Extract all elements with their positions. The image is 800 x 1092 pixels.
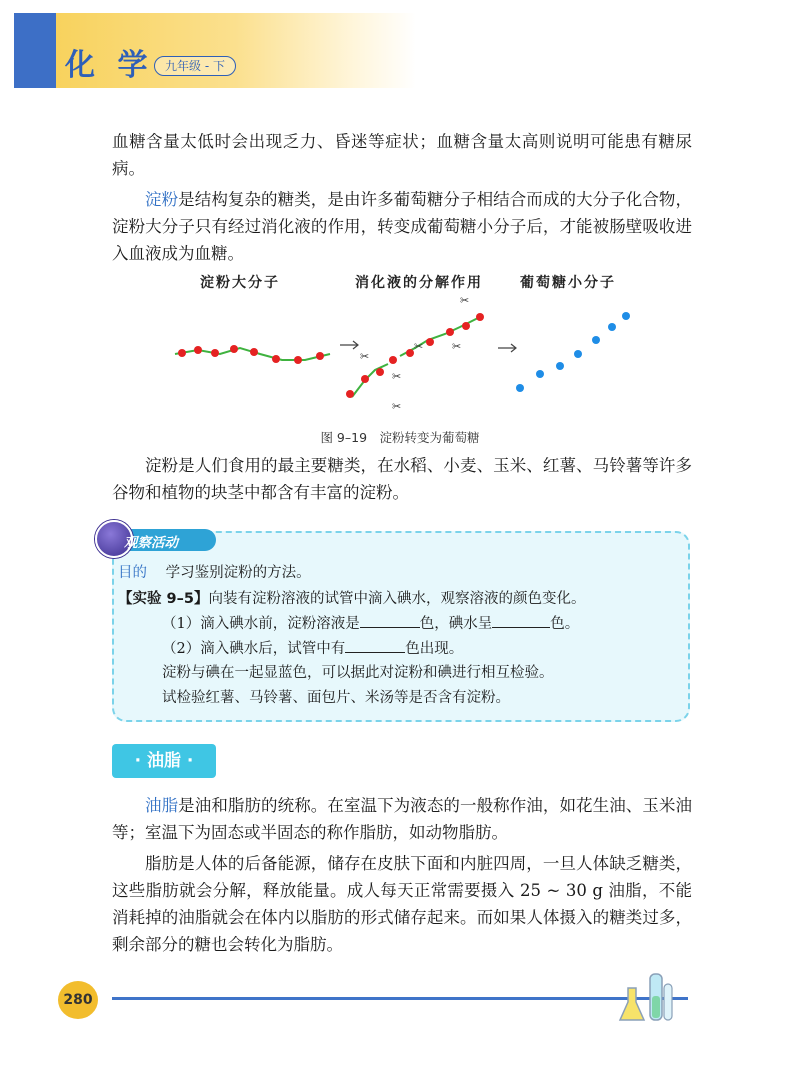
- paragraph-starch: [112, 186, 692, 267]
- page-number: 280: [58, 981, 98, 1019]
- question-1-text-c: 色。: [550, 616, 580, 632]
- svg-text:✂: ✂: [392, 400, 402, 413]
- book-title: 化 学: [65, 48, 154, 83]
- question-1: [162, 613, 579, 634]
- section-title: · 油脂 ·: [134, 751, 194, 771]
- term-starch: 淀粉: [145, 190, 179, 209]
- purpose-text: 学习鉴别淀粉的方法。: [165, 565, 311, 581]
- digestion-chain: [352, 364, 388, 397]
- svg-text:✂: ✂: [460, 294, 470, 307]
- paragraph-fat-energy: 脂肪是人体的后备能源，储存在皮肤下面和内脏四周，一旦人体缺乏糖类，这些脂肪就会分解，释放能量。成人每天正常需要摄入 25 ~ 30 g 油脂，不能消耗掉的油脂就会在体内以脂肪的形式储存起来。而如果人体摄入的糖类过多，剩余部分的糖也会转化为脂肪。: [112, 854, 692, 954]
- figure-label-glucose: 葡萄糖小分子: [520, 275, 616, 291]
- svg-text:✂: ✂: [414, 340, 424, 353]
- activity-note-2: 试检验红薯、马铃薯、面包片、米汤等是否含有淀粉。: [162, 690, 510, 706]
- question-2: [162, 638, 463, 659]
- header-accent-tab: [14, 13, 56, 88]
- question-2-text-b: 色出现。: [405, 641, 464, 657]
- paragraph-starch-text: 是结构复杂的糖类，是由许多葡萄糖分子相结合而成的大分子化合物，淀粉大分子只有经过消化液的作用，转变成葡萄糖小分子后，才能被肠壁吸收进入血液成为血糖。: [112, 190, 692, 263]
- answer-blank[interactable]: [492, 613, 550, 628]
- activity-note-1: 淀粉与碘在一起显蓝色，可以据此对淀粉和碘进行相互检验。: [162, 665, 554, 681]
- glucose-molecules: [516, 312, 630, 392]
- question-2-text: （2）滴入碘水后，试管中有: [162, 641, 346, 657]
- activity-purpose: [118, 563, 311, 583]
- starch-molecules: [178, 345, 324, 364]
- term-oil: 油脂: [145, 796, 179, 815]
- svg-text:✂: ✂: [452, 340, 462, 353]
- footer-rule: [112, 997, 688, 1000]
- flask-icon: [618, 968, 678, 1026]
- experiment-line: [118, 589, 585, 609]
- paragraph-starch-sources: 淀粉是人们食用的最主要糖类，在水稻、小麦、玉米、红薯、马铃薯等许多谷物和植物的块茎中都含有丰富的淀粉。: [112, 456, 692, 502]
- question-1-text: （1）滴入碘水前，淀粉溶液是: [162, 616, 360, 632]
- figure-label-starch: 淀粉大分子: [200, 275, 280, 291]
- figure-caption: 图 9–19 淀粉转变为葡萄糖: [320, 430, 480, 445]
- arrow-icon: [498, 344, 516, 352]
- svg-text:✂: ✂: [360, 350, 370, 363]
- answer-blank[interactable]: [360, 613, 420, 628]
- experiment-text: 向装有淀粉溶液的试管中滴入碘水，观察溶液的颜色变化。: [208, 591, 586, 607]
- paragraph-oil-definition: [112, 792, 692, 846]
- paragraph-oil-text: 是油和脂肪的统称。在室温下为液态的一般称作油，如花生油、玉米油等；室温下为固态或半固态的称作脂肪，如动物脂肪。: [112, 796, 692, 842]
- question-1-text-b: 色，碘水呈: [419, 616, 493, 632]
- scissors-icon: [360, 294, 469, 413]
- activity-title: 观察活动: [124, 535, 178, 551]
- paragraph-blood-sugar: 血糖含量太低时会出现乏力、昏迷等症状；血糖含量太高则说明可能患有糖尿病。: [112, 132, 692, 178]
- svg-text:✂: ✂: [392, 370, 402, 383]
- purpose-label: 目的: [118, 565, 147, 581]
- grade-badge: 九年级 - 下: [154, 56, 236, 76]
- answer-blank[interactable]: [345, 638, 405, 653]
- figure-label-digestion: 消化液的分解作用: [355, 275, 483, 291]
- starch-conversion-figure: [160, 292, 640, 417]
- arrow-icon: [340, 341, 358, 349]
- experiment-label: 【实验 9–5】: [118, 591, 209, 607]
